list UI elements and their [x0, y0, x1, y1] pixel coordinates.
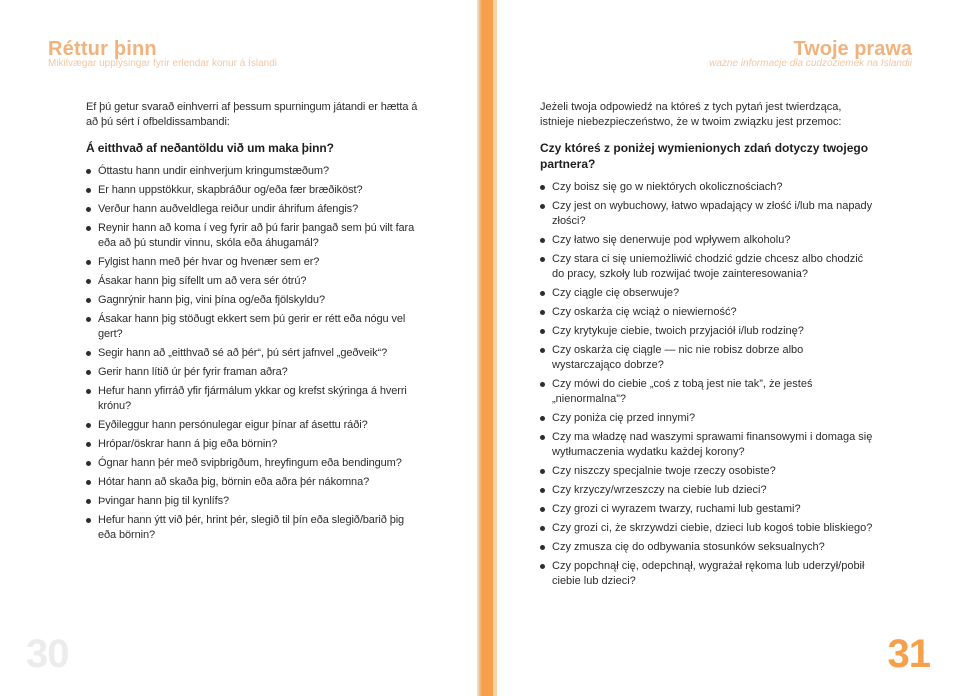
right-column — [540, 100, 875, 593]
right-question: Czy któreś z poniżej wymienionych zdań dotyczy twojego partnera? — [540, 141, 869, 171]
list-item-text: Czy ciągle cię obserwuje? — [552, 287, 680, 299]
list-item — [540, 540, 875, 555]
list-item-text: Verður hann auðveldlega reiður undir áhrifum áfengis? — [98, 203, 359, 215]
bullet-icon — [540, 238, 545, 243]
list-item — [86, 274, 420, 289]
list-item-text: Czy ma władzę nad waszymi sprawami finansowymi i domaga się wytłumaczenia wydatku każdej korony? — [552, 431, 873, 458]
bullet-icon — [86, 207, 91, 212]
list-item-text: Hrópar/öskrar hann á þig eða börnin? — [98, 438, 278, 450]
list-item-text: Hefur hann yfirráð yfir fjármálum ykkar og krefst skýringa á hverri krónu? — [98, 385, 407, 412]
list-item-text: Czy mówi do ciebie „coś z tobą jest nie tak”, że jesteś „nienormalna”? — [552, 378, 813, 405]
list-item — [540, 502, 875, 517]
list-item — [86, 475, 420, 490]
bullet-icon — [86, 298, 91, 303]
list-item-text: Ásakar hann þig sífellt um að vera sér ótrú? — [98, 275, 307, 287]
list-item-text: Reynir hann að koma í veg fyrir að þú farir þangað sem þú vilt fara eða að þú stundir vinnu, skóla eða áhugamál? — [98, 222, 415, 249]
list-item — [540, 286, 875, 301]
bullet-icon — [540, 469, 545, 474]
list-item — [86, 346, 420, 361]
list-item-text: Czy oskarża cię wciąż o niewierność? — [552, 306, 737, 318]
list-item-text: Gerir hann lítið úr þér fyrir framan aðra? — [98, 366, 288, 378]
bullet-icon — [540, 488, 545, 493]
list-item-text: Czy oskarża cię ciągle — nic nie robisz dobrze albo wystarczająco dobrze? — [552, 344, 804, 371]
list-item-text: Czy krytykuje ciebie, twoich przyjaciół i/lub rodzinę? — [552, 325, 804, 337]
list-item-text: Ásakar hann þig stöðugt ekkert sem þú gerir er rétt eða nógu vel gert? — [98, 313, 406, 340]
list-item-text: Czy niszczy specjalnie twoje rzeczy osobiste? — [552, 465, 776, 477]
list-item — [86, 365, 420, 380]
bullet-icon — [86, 226, 91, 231]
bullet-icon — [540, 382, 545, 387]
list-item-text: Óttastu hann undir einhverjum kringumstæðum? — [98, 165, 329, 177]
bullet-icon — [540, 310, 545, 315]
list-item — [540, 199, 875, 229]
list-item-text: Czy zmusza cię do odbywania stosunków seksualnych? — [552, 541, 825, 553]
bullet-icon — [86, 499, 91, 504]
bullet-icon — [540, 564, 545, 569]
page-number-left: 30 — [26, 632, 69, 676]
bullet-icon — [540, 329, 545, 334]
left-column — [86, 100, 420, 547]
list-item — [540, 233, 875, 248]
list-item — [540, 377, 875, 407]
bullet-icon — [540, 545, 545, 550]
list-item — [86, 418, 420, 433]
list-item-text: Czy krzyczy/wrzeszczy na ciebie lub dzieci? — [552, 484, 767, 496]
bullet-icon — [86, 351, 91, 356]
bullet-icon — [86, 317, 91, 322]
bullet-icon — [86, 169, 91, 174]
page-number-right: 31 — [887, 632, 930, 676]
list-item — [540, 324, 875, 339]
list-item-text: Czy grozi ci wyrazem twarzy, ruchami lub gestami? — [552, 503, 801, 515]
list-item-text: Czy łatwo się denerwuje pod wpływem alkoholu? — [552, 234, 791, 246]
right-header-subtitle: ważne informacje dla cudzoziemek na Islandii — [709, 58, 912, 69]
list-item — [86, 312, 420, 342]
list-item-text: Czy poniża cię przed innymi? — [552, 412, 696, 424]
bullet-icon — [86, 518, 91, 523]
list-item-text: Czy grozi ci, że skrzywdzi ciebie, dzieci lub kogoś tobie bliskiego? — [552, 522, 873, 534]
bullet-icon — [86, 423, 91, 428]
list-item — [86, 164, 420, 179]
bullet-icon — [86, 389, 91, 394]
bullet-icon — [86, 480, 91, 485]
list-item-text: Czy stara ci się uniemożliwić chodzić gdzie chcesz albo chodzić do pracy, szkoły lub rozwijać twoje zainteresowania? — [552, 253, 864, 280]
list-item — [540, 483, 875, 498]
bullet-icon — [540, 435, 545, 440]
bullet-icon — [86, 188, 91, 193]
list-item — [540, 411, 875, 426]
list-item-text: Fylgist hann með þér hvar og hvenær sem er? — [98, 256, 320, 268]
bullet-icon — [86, 260, 91, 265]
right-question-list — [540, 180, 875, 589]
list-item-text: Þvingar hann þig til kynlífs? — [98, 495, 230, 507]
bullet-icon — [540, 507, 545, 512]
right-header-title: Twoje prawa — [793, 38, 912, 60]
left-intro: Ef þú getur svarað einhverri af þessum spurningum játandi er hætta á að þú sért í ofbeldissambandi: — [86, 101, 418, 128]
list-item — [86, 202, 420, 217]
list-item — [540, 305, 875, 320]
list-item — [540, 464, 875, 479]
left-header-subtitle: Mikilvægar upplýsingar fyrir erlendar konur á Íslandi — [48, 58, 277, 69]
bullet-icon — [86, 442, 91, 447]
bullet-icon — [540, 416, 545, 421]
left-header-title: Réttur þinn — [48, 38, 157, 60]
book-spine-band — [477, 0, 493, 696]
list-item — [86, 183, 420, 198]
list-item — [86, 221, 420, 251]
list-item — [86, 384, 420, 414]
list-item-text: Gagnrýnir hann þig, vini þína og/eða fjölskyldu? — [98, 294, 325, 306]
list-item-text: Czy popchnął cię, odepchnął, wygrażał rękoma lub uderzył/pobił ciebie lub dzieci? — [552, 560, 865, 587]
right-intro: Jeżeli twoja odpowiedź na któreś z tych pytań jest twierdząca, istnieje niebezpieczeństwo, że w twoim związku jest przemoc: — [540, 101, 842, 128]
list-item — [540, 180, 875, 195]
list-item — [540, 430, 875, 460]
list-item-text: Er hann uppstökkur, skapbráður og/eða fær bræðiköst? — [98, 184, 363, 196]
list-item — [86, 293, 420, 308]
bullet-icon — [86, 461, 91, 466]
list-item — [86, 513, 420, 543]
bullet-icon — [540, 257, 545, 262]
bullet-icon — [540, 204, 545, 209]
list-item — [86, 255, 420, 270]
book-spine-highlight — [493, 0, 497, 696]
left-question: Á eitthvað af neðantöldu við um maka þinn? — [86, 141, 334, 155]
bullet-icon — [540, 348, 545, 353]
list-item — [86, 437, 420, 452]
list-item — [540, 252, 875, 282]
list-item-text: Hótar hann að skaða þig, börnin eða aðra þér nákomna? — [98, 476, 370, 488]
bullet-icon — [86, 370, 91, 375]
list-item — [540, 559, 875, 589]
list-item-text: Ógnar hann þér með svipbrigðum, hreyfingum eða bendingum? — [98, 457, 402, 469]
list-item — [86, 494, 420, 509]
bullet-icon — [540, 291, 545, 296]
list-item — [540, 521, 875, 536]
list-item-text: Czy jest on wybuchowy, łatwo wpadający w złość i/lub ma napady złości? — [552, 200, 873, 227]
list-item-text: Hefur hann ýtt við þér, hrint þér, slegið til þín eða slegið/barið þig eða börnin? — [98, 514, 405, 541]
left-question-list — [86, 164, 420, 543]
list-item — [540, 343, 875, 373]
list-item-text: Eyðileggur hann persónulegar eigur þínar af ásettu ráði? — [98, 419, 368, 431]
bullet-icon — [86, 279, 91, 284]
bullet-icon — [540, 185, 545, 190]
list-item-text: Segir hann að „eitthvað sé að þér“, þú sért jafnvel „geðveik“? — [98, 347, 388, 359]
list-item — [86, 456, 420, 471]
bullet-icon — [540, 526, 545, 531]
list-item-text: Czy boisz się go w niektórych okolicznościach? — [552, 181, 783, 193]
